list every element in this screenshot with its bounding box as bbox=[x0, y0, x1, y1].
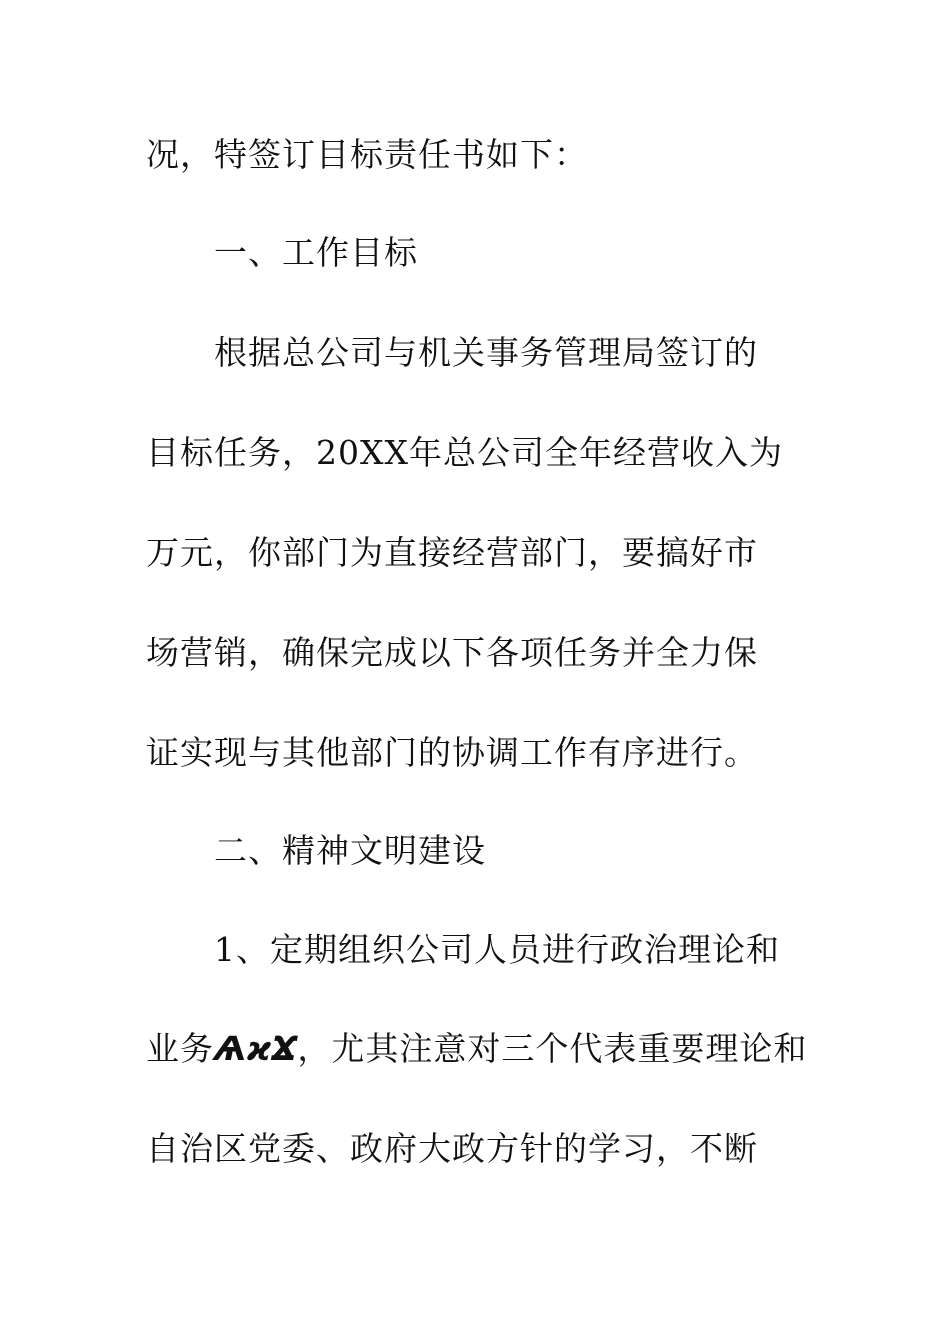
text-line: 况，特签订目标责任书如下： bbox=[146, 135, 588, 174]
text-line: 万元，你部门为直接经营部门，要搞好市 bbox=[146, 533, 758, 572]
section-heading: 二、精神文明建设 bbox=[214, 831, 486, 870]
text-line: 根据总公司与机关事务管理局签订的 bbox=[214, 333, 758, 372]
text-line: 目标任务，20XX年总公司全年经营收入为 bbox=[146, 433, 783, 472]
text-segment: ，尤其注意对三个代表重要理论和 bbox=[297, 1029, 808, 1068]
text-segment: 业务 bbox=[146, 1029, 214, 1068]
text-line: 自治区党委、政府大政方针的学习，不断 bbox=[146, 1129, 758, 1168]
text-line: 场营销，确保完成以下各项任务并全力保 bbox=[146, 633, 758, 672]
text-line: 证实现与其他部门的协调工作有序进行。 bbox=[146, 733, 758, 772]
section-heading: 一、工作目标 bbox=[214, 233, 418, 272]
text-line: 1、定期组织公司人员进行政治理论和 bbox=[214, 930, 780, 969]
garbled-glyph: ѦϰϪ bbox=[214, 1029, 298, 1068]
text-line-with-garbled-glyph bbox=[146, 1029, 826, 1069]
